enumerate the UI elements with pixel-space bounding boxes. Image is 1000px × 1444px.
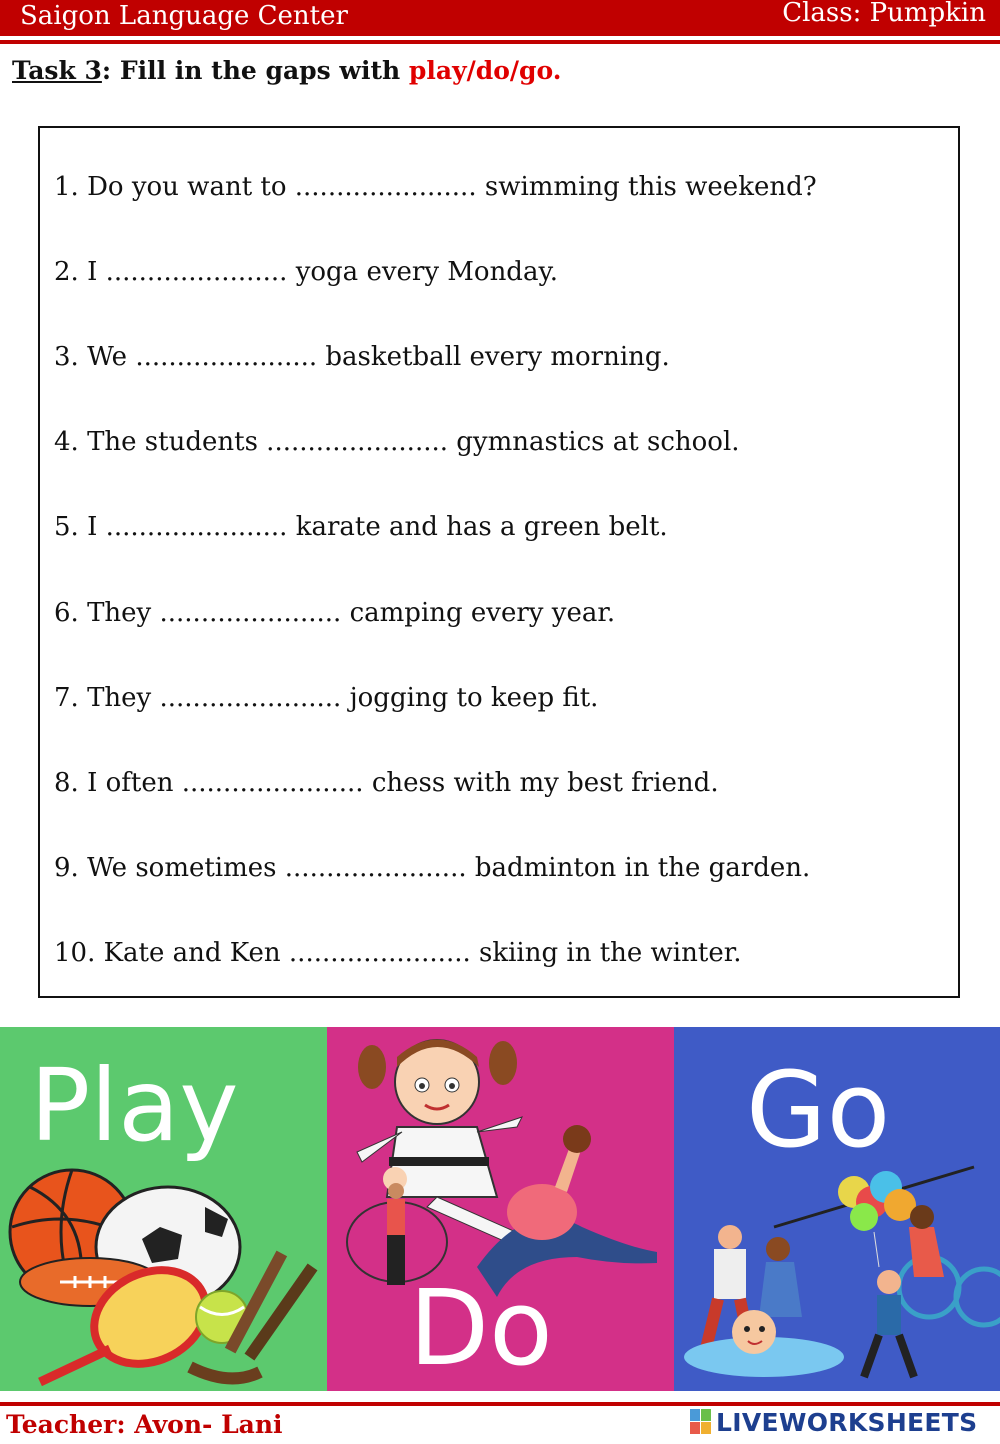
question-3: 3. We ...................... basketball every morning. (54, 342, 670, 372)
task-label: Task 3 (12, 56, 102, 85)
question-10: 10. Kate and Ken ...................... skiing in the winter. (54, 938, 742, 968)
center-name: Saigon Language Center (20, 1, 348, 31)
question-2: 2. I ...................... yoga every Monday. (54, 257, 558, 287)
question-9: 9. We sometimes ...................... badminton in the garden. (54, 853, 811, 883)
class-label: Class: Pumpkin (782, 0, 986, 28)
play-word: Play (30, 1047, 239, 1164)
teacher-name: Teacher: Avon- Lani (6, 1410, 283, 1439)
sports-balls-illustration (0, 1027, 327, 1391)
task-options: play/do/go. (408, 56, 562, 85)
outdoor-activities-illustration (674, 1027, 1000, 1391)
task-instruction: : Fill in the gaps with (101, 56, 409, 85)
question-4: 4. The students ...................... gymnastics at school. (54, 427, 740, 457)
play-panel (0, 1027, 327, 1391)
do-panel (327, 1027, 674, 1391)
header-bar (0, 0, 1000, 36)
questions-box (38, 126, 960, 998)
header-divider (0, 40, 1000, 44)
question-6: 6. They ...................... camping every year. (54, 598, 616, 628)
go-word: Go (746, 1049, 891, 1171)
question-7: 7. They ...................... jogging to keep fit. (54, 683, 599, 713)
question-5: 5. I ...................... karate and has a green belt. (54, 512, 668, 542)
question-1: 1. Do you want to ...................... swimming this weekend? (54, 172, 817, 202)
question-8: 8. I often ...................... chess with my best friend. (54, 768, 719, 798)
footer-divider (0, 1402, 1000, 1406)
liveworksheets-grid-icon (690, 1409, 712, 1435)
go-panel (674, 1027, 1000, 1391)
liveworksheets-text: LIVEWORKSHEETS (716, 1408, 978, 1437)
activity-panels (0, 1027, 1000, 1391)
task-title (12, 56, 561, 85)
do-word: Do (409, 1267, 553, 1389)
